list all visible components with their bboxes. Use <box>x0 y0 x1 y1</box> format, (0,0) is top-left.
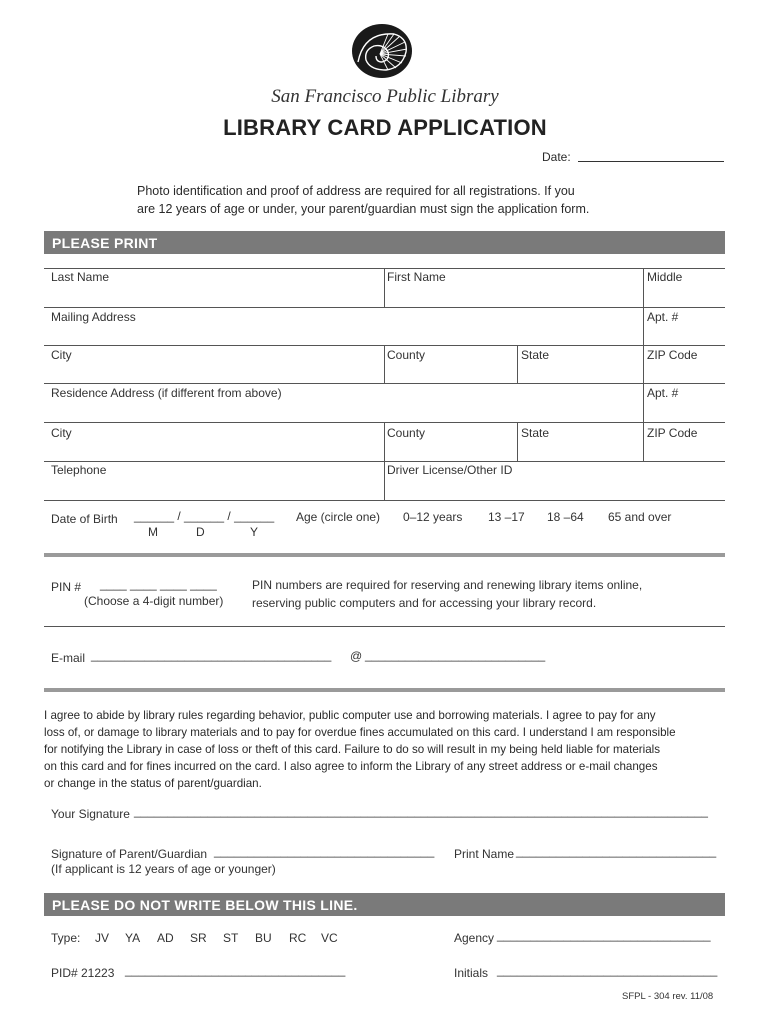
parent-note: (If applicant is 12 years of age or younger) <box>51 862 276 876</box>
dob-label: Date of Birth <box>51 512 118 526</box>
pin-label: PIN # <box>51 580 82 594</box>
age-option[interactable]: 65 and over <box>608 510 672 524</box>
pid-label: PID# 21223 <box>51 966 115 980</box>
type-option[interactable]: VC <box>321 931 338 945</box>
dob-year-label: Y <box>250 525 259 539</box>
print-name-label: Print Name <box>454 847 515 861</box>
residence-address-field[interactable]: Residence Address (if different from above) <box>51 386 282 400</box>
mailing-zip-field[interactable]: ZIP Code <box>647 348 698 362</box>
type-option[interactable]: ST <box>223 931 239 945</box>
middle-name-field[interactable]: Middle <box>647 270 683 284</box>
section-heading: PLEASE PRINT <box>52 235 158 251</box>
mailing-apt-field[interactable]: Apt. # <box>647 310 679 324</box>
type-label: Type: <box>51 931 81 945</box>
age-option[interactable]: 0–12 years <box>403 510 463 524</box>
mailing-city-field[interactable]: City <box>51 348 72 362</box>
please-print-bar <box>44 231 725 254</box>
initials-field[interactable]: _________________________________ <box>497 963 718 977</box>
type-option[interactable]: BU <box>255 931 272 945</box>
initials-label: Initials <box>454 966 489 980</box>
telephone-field[interactable]: Telephone <box>51 463 107 477</box>
residence-apt-field[interactable]: Apt. # <box>647 386 679 400</box>
form-number: SFPL - 304 rev. 11/08 <box>622 991 714 1002</box>
first-name-field[interactable]: First Name <box>387 270 446 284</box>
mailing-address-field[interactable]: Mailing Address <box>51 310 136 324</box>
dob-field[interactable]: ______ / ______ / ______ <box>134 509 275 523</box>
parent-signature-label: Signature of Parent/Guardian <box>51 847 208 861</box>
agreement-text: I agree to abide by library rules regarding behavior, public computer use and borrowing materials. I agree to pay for any loss of, or damage to library materials and to pay for overdue fines accumulated on this card. I understand I am responsible for notifying the Library in case of loss or theft of this card. Failure to do so will result in my being held liable for materials on this card and for fines incurred on the card. I also agree to inform the Library of any street address or e-mail changes or change in the status of parent/guardian. <box>44 709 676 790</box>
pin-hint: (Choose a 4-digit number) <box>84 594 224 608</box>
age-option[interactable]: 13 –17 <box>488 510 525 524</box>
residence-city-field[interactable]: City <box>51 426 72 440</box>
mailing-county-field[interactable]: County <box>387 348 426 362</box>
your-signature-label: Your Signature <box>51 807 130 821</box>
dob-month-label: M <box>148 525 158 539</box>
dob-day-label: D <box>196 525 205 539</box>
residence-county-field[interactable]: County <box>387 426 426 440</box>
type-option[interactable]: YA <box>125 931 141 945</box>
agency-label: Agency <box>454 931 495 945</box>
parent-signature-field[interactable]: _________________________________ <box>214 844 435 858</box>
email-user-field[interactable]: ____________________________________ <box>91 648 332 662</box>
pin-note: PIN numbers are required for reserving and renewing library items online, <box>252 578 643 592</box>
intro-text: Photo identification and proof of address are required for all registrations. If you are 12 years of age or under, your parent/guardian must sign the application form. <box>137 184 590 216</box>
date-field[interactable] <box>578 161 724 162</box>
pid-field[interactable]: _________________________________ <box>125 963 346 977</box>
date-label: Date: <box>542 150 571 164</box>
age-label: Age (circle one) <box>296 510 381 524</box>
organization-name: San Francisco Public Library <box>271 86 499 107</box>
pin-note: reserving public computers and for accessing your library record. <box>252 596 597 610</box>
last-name-field[interactable]: Last Name <box>51 270 110 284</box>
email-label: E-mail <box>51 651 86 665</box>
type-option[interactable]: RC <box>289 931 307 945</box>
print-name-field[interactable]: ______________________________ <box>516 844 717 858</box>
agency-field[interactable]: ________________________________ <box>497 928 711 942</box>
pin-field[interactable]: ____ ____ ____ ____ <box>100 577 217 591</box>
residence-state-field[interactable]: State <box>521 426 550 440</box>
type-option[interactable]: JV <box>95 931 110 945</box>
driver-license-field[interactable]: Driver License/Other ID <box>387 463 513 477</box>
your-signature-field[interactable]: ______________________________________________________________________________________ <box>134 804 708 818</box>
page-title: LIBRARY CARD APPLICATION <box>223 115 547 140</box>
age-option[interactable]: 18 –64 <box>547 510 584 524</box>
divider <box>44 553 725 557</box>
residence-zip-field[interactable]: ZIP Code <box>647 426 698 440</box>
type-option[interactable]: AD <box>157 931 174 945</box>
mailing-state-field[interactable]: State <box>521 348 550 362</box>
section-heading: PLEASE DO NOT WRITE BELOW THIS LINE. <box>52 897 358 913</box>
type-option[interactable]: SR <box>190 931 207 945</box>
email-domain-field[interactable]: ___________________________ <box>365 648 546 662</box>
office-use-bar <box>44 893 725 916</box>
email-at: @ <box>350 649 363 663</box>
divider <box>44 688 725 692</box>
library-logo-icon <box>350 22 414 80</box>
